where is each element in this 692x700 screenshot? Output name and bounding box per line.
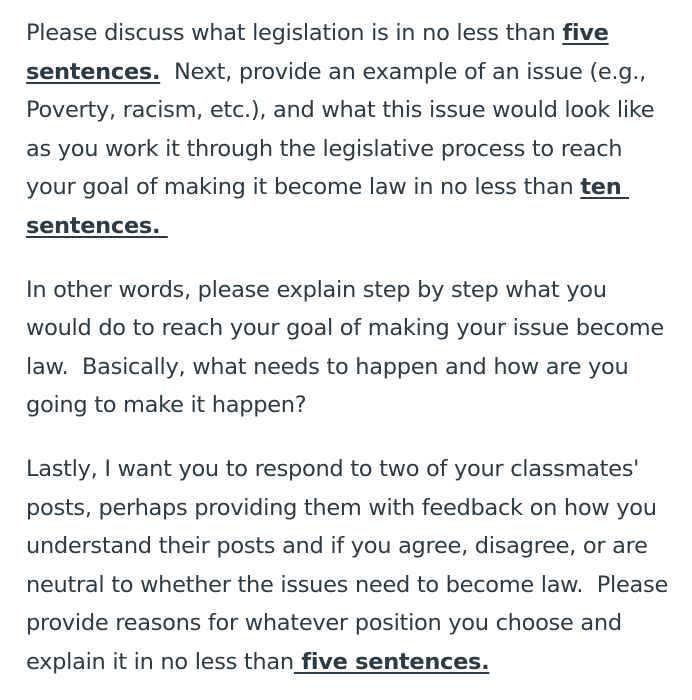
ten-sentences-requirement: ten sentences. [26, 174, 629, 239]
paragraph-3-text: Lastly, I want you to respond to two of your classmates' posts, perhaps providing them with feedback on how you understand their posts and if you agree, disagree, or are neutral to whether the issues need to become law. Please provide reasons for whatever position you choose and explain it in no less than [26, 455, 675, 675]
five-sentences-requirement: five sentences. [26, 20, 609, 85]
paragraph-1-text-a: Please discuss what legislation is in no less than [26, 20, 563, 46]
paragraph-step-by-step [26, 271, 676, 425]
assignment-instructions [26, 14, 676, 682]
paragraph-1-text-b: Next, provide an example of an issue (e.g., Poverty, racism, etc.), and what this issue would look like as you work it through the legislative process to reach your goal of making it become law in no less than [26, 58, 662, 201]
paragraph-2-text: In other words, please explain step by step what you would do to reach your goal of making your issue become law. Basically, what needs to happen and how are you going to make it happen? [26, 276, 671, 419]
paragraph-classmate-responses [26, 450, 676, 682]
five-sentences-requirement-2: five sentences. [293, 648, 490, 675]
paragraph-legislation [26, 14, 676, 246]
